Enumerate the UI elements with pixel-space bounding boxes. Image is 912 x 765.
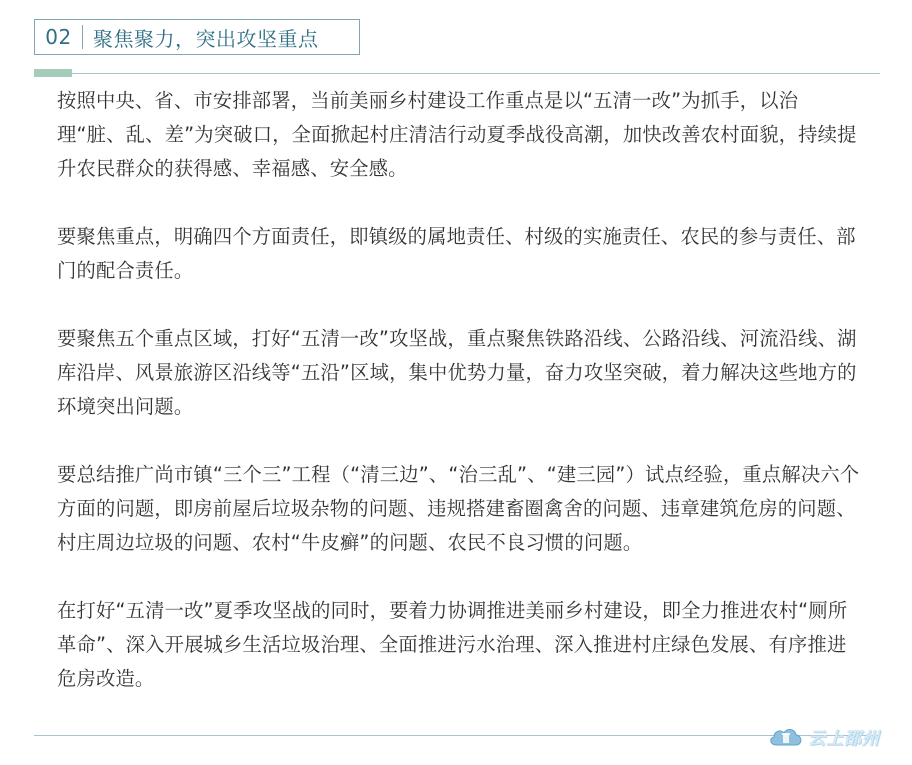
paragraph-4: 要总结推广尚市镇“三个三”工程（“清三边”、“治三乱”、“建三园”）试点经验，重点解决六个方面的问题，即房前屋后垃圾杂物的问题、违规搭建畜圈禽舍的问题、违章建筑危房的问题、村庄周边垃圾的问题、农村“牛皮癣”的问题、农民不良习惯的问题。 — [57, 463, 860, 554]
cloud-logo-icon — [768, 724, 804, 748]
section-title: 聚焦聚力，突出攻坚重点 — [93, 26, 319, 51]
paragraph-2: 要聚焦重点，明确四个方面责任，即镇级的属地责任、村级的实施责任、农民的参与责任、部门的配合责任。 — [57, 225, 856, 282]
watermark — [768, 724, 888, 748]
article-body — [57, 84, 865, 730]
section-number: 02 — [45, 25, 72, 49]
top-divider — [72, 73, 880, 74]
accent-bar — [34, 69, 72, 77]
paragraph-5: 在打好“五清一改”夏季攻坚战的同时，要着力协调推进美丽乡村建设，即全力推进农村“厕所革命”、深入开展城乡生活垃圾治理、全面推进污水治理、深入推进村庄绿色发展、有序推进危房改造。 — [57, 599, 848, 690]
watermark-text: 云上邵州 — [808, 728, 880, 749]
paragraph-1: 按照中央、省、市安排部署，当前美丽乡村建设工作重点是以“五清一改”为抓手，以治理“脏、乱、差”为突破口，全面掀起村庄清洁行动夏季战役高潮，加快改善农村面貌，持续提升农民群众的获得感、幸福感、安全感。 — [57, 89, 857, 180]
section-header — [34, 19, 360, 55]
paragraph-3: 要聚焦五个重点区域，打好“五清一改”攻坚战，重点聚焦铁路沿线、公路沿线、河流沿线、湖库沿岸、风景旅游区沿线等“五沿”区域，集中优势力量，奋力攻坚突破，着力解决这些地方的环境突出问题。 — [57, 327, 857, 418]
bottom-divider — [34, 735, 880, 736]
